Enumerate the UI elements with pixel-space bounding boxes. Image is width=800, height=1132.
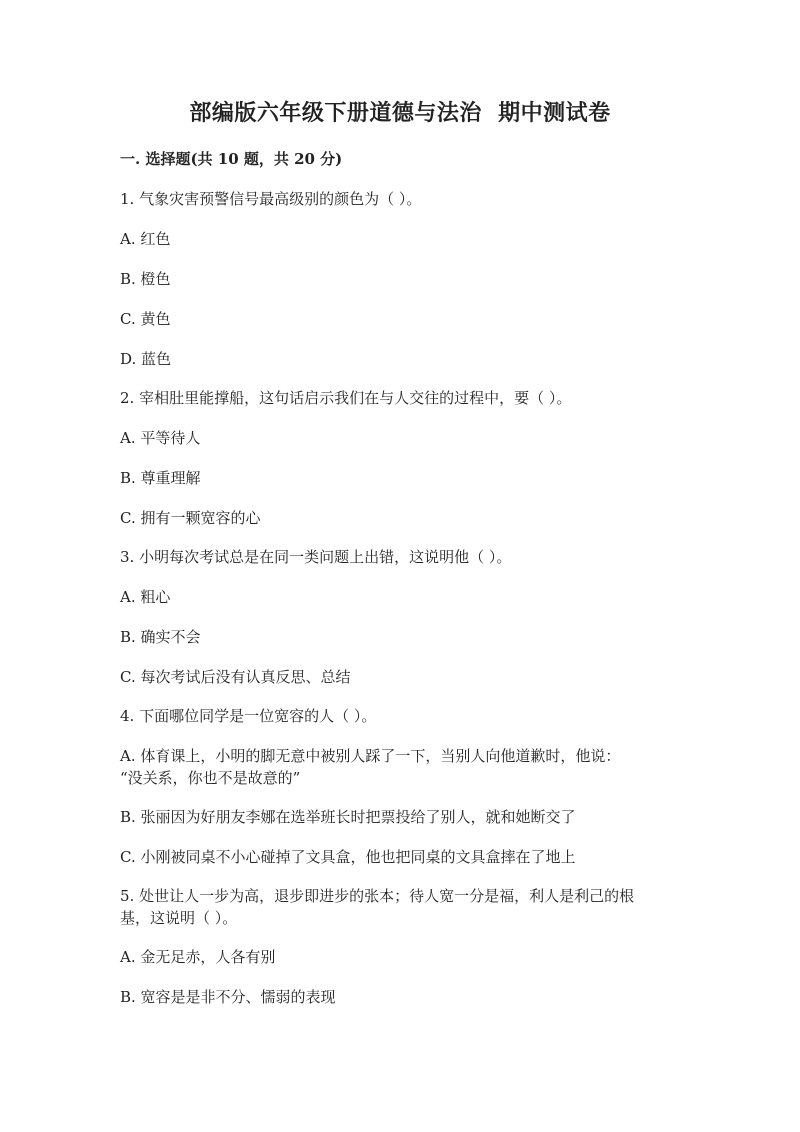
question-2-option-b: B. 尊重理解 — [120, 469, 201, 487]
question-3-option-b: B. 确实不会 — [120, 628, 201, 646]
question-3-option-a: A. 粗心 — [120, 588, 171, 606]
question-1-option-c: C. 黄色 — [120, 310, 171, 328]
question-4-stem: 4. 下面哪位同学是一位宽容的人（ ）。 — [120, 707, 377, 725]
question-1-option-a: A. 红色 — [120, 230, 171, 248]
question-2-option-a: A. 平等待人 — [120, 429, 201, 447]
question-4-option-b: B. 张丽因为好朋友李娜在选举班长时把票投给了别人，就和她断交了 — [120, 808, 576, 826]
page-title: 部编版六年级下册道德与法治 期中测试卷 — [189, 100, 611, 126]
question-3-option-c: C. 每次考试后没有认真反思、总结 — [120, 668, 351, 686]
question-4-option-a: A. 体育课上，小明的脚无意中被别人踩了一下，当别人向他道歉时，他说： — [120, 747, 621, 765]
question-4-option-a-cont: “没关系，你也不是故意的” — [120, 769, 301, 787]
section-heading: 一. 选择题(共 10 题，共 20 分) — [120, 150, 343, 168]
question-5-stem: 5. 处世让人一步为高，退步即进步的张本；待人宽一分是福，利人是利己的根 — [120, 887, 635, 905]
question-1-stem: 1. 气象灾害预警信号最高级别的颜色为（ ）。 — [120, 190, 422, 208]
question-1-option-d: D. 蓝色 — [120, 350, 172, 368]
question-3-stem: 3. 小明每次考试总是在同一类问题上出错，这说明他（ ）。 — [120, 548, 512, 566]
question-1-option-b: B. 橙色 — [120, 270, 171, 288]
question-2-stem: 2. 宰相肚里能撑船，这句话启示我们在与人交往的过程中，要（ ）。 — [120, 389, 572, 407]
question-5-stem-cont: 基，这说明（ ）。 — [120, 909, 238, 927]
question-4-option-c: C. 小刚被同桌不小心碰掉了文具盒，他也把同桌的文具盒摔在了地上 — [120, 848, 576, 866]
question-2-option-c: C. 拥有一颗宽容的心 — [120, 509, 261, 527]
question-5-option-b: B. 宽容是是非不分、懦弱的表现 — [120, 988, 336, 1006]
question-5-option-a: A. 金无足赤，人各有别 — [120, 948, 276, 966]
